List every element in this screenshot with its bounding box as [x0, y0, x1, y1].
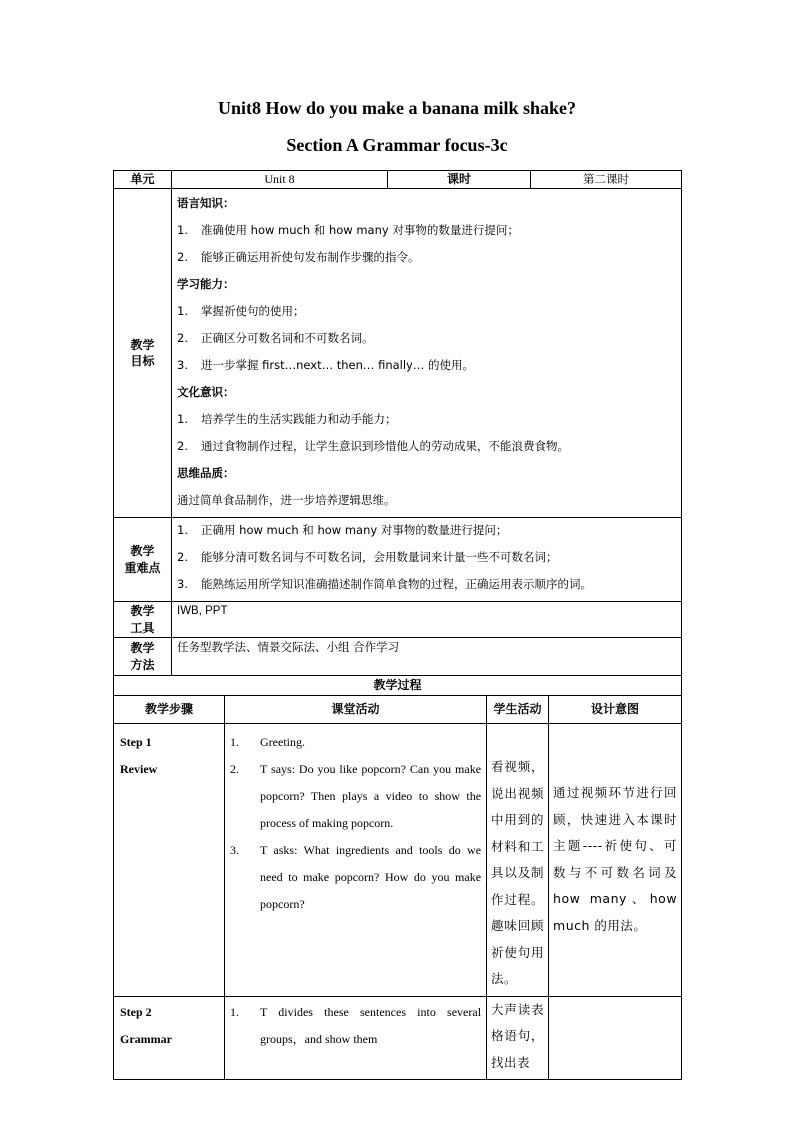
unit-label: 单元: [114, 171, 172, 189]
activity-text: Greeting.: [260, 735, 305, 749]
item-text: 通过食物制作过程，让学生意识到珍惜他人的劳动成果，不能浪费食物。: [201, 439, 569, 453]
item-text: 能够正确运用祈使句发布制作步骤的指令。: [201, 250, 420, 264]
activity-item: [230, 999, 481, 1053]
item-number: 2.: [177, 550, 188, 564]
step1-student-activity: 看视频，说出视频中用到的材料和工具以及制作过程。趣味回顾祈使句用法。: [487, 724, 549, 997]
step2-student-activity: 大声读表格语句，找出表: [487, 996, 549, 1080]
objective-heading: 语言知识：: [177, 196, 235, 210]
objective-item: [177, 299, 676, 326]
tools-value: IWB, PPT: [172, 602, 682, 638]
item-number: 1.: [177, 223, 188, 237]
methods-value: 任务型教学法、情景交际法、小组 合作学习: [172, 638, 682, 676]
objective-item: [177, 434, 676, 461]
item-text: 正确用 how much 和 how many 对事物的数量进行提问；: [201, 523, 508, 537]
activity-number: 1.: [230, 735, 239, 749]
step2-design-intent: [549, 996, 682, 1080]
methods-label: 教学 方法: [114, 638, 172, 676]
objective-item: [177, 407, 676, 434]
objectives-label: 教学 目标: [114, 189, 172, 518]
item-number: 1.: [177, 523, 188, 537]
keypoint-item: [177, 518, 676, 545]
tools-label: 教学 工具: [114, 602, 172, 638]
step2-class-activities: [225, 996, 487, 1080]
objective-heading: 学习能力：: [177, 277, 235, 291]
step1-design-intent: 通过视频环节进行回顾，快速进入本课时主题----祈使句、可数与不可数名词及 how many、how much 的用法。: [549, 724, 682, 997]
item-text: 能够分清可数名词与不可数名词，会用数量词来计量一些不可数名词；: [201, 550, 558, 564]
lesson-title: Unit8 How do you make a banana milk shake?: [217, 98, 577, 118]
activity-item: [230, 729, 481, 756]
objective-item: [177, 245, 676, 272]
objective-text: 通过简单食品制作，进一步培养逻辑思维。: [177, 493, 396, 507]
objective-item: [177, 353, 676, 380]
activity-text: T says: Do you like popcorn? Can you make popcorn? Then plays a video to show the process of making popcorn.: [260, 762, 482, 830]
item-text: 培养学生的生活实践能力和动手能力；: [201, 412, 397, 426]
item-number: 2.: [177, 439, 188, 453]
col-steps-header: 教学步骤: [114, 696, 225, 724]
col-class-activity-header: 课堂活动: [225, 696, 487, 724]
period-value: 第二课时: [531, 171, 682, 189]
item-text: 掌握祈使句的使用；: [201, 304, 305, 318]
step1-class-activities: [225, 724, 487, 997]
item-number: 2.: [177, 250, 188, 264]
item-number: 1.: [177, 304, 188, 318]
activity-number: 2.: [230, 762, 239, 776]
activity-item: [230, 756, 481, 837]
objective-heading: 文化意识：: [177, 385, 235, 399]
keypoints-content: [172, 518, 682, 602]
objective-item: [177, 218, 676, 245]
item-text: 准确使用 how much 和 how many 对事物的数量进行提问；: [201, 223, 519, 237]
item-number: 3.: [177, 358, 188, 372]
keypoints-label: 教学 重难点: [114, 518, 172, 602]
activity-text: T asks: What ingredients and tools do we need to make popcorn? How do you make popcorn?: [260, 843, 482, 911]
activity-number: 1.: [230, 1004, 239, 1019]
item-number: 3.: [177, 577, 188, 591]
activity-item: [230, 837, 481, 918]
step1-name: Step 1 Review: [114, 724, 225, 997]
keypoint-item: [177, 572, 676, 599]
process-heading: 教学过程: [114, 676, 682, 696]
unit-value: Unit 8: [172, 171, 388, 189]
lesson-plan-table: [113, 170, 682, 1080]
item-text: 能熟练运用所学知识准确描述制作简单食物的过程，正确运用表示顺序的词。: [201, 577, 592, 591]
item-number: 2.: [177, 331, 188, 345]
item-text: 正确区分可数名词和不可数名词。: [201, 331, 374, 345]
item-text: 进一步掌握 first…next… then… finally… 的使用。: [201, 358, 475, 372]
keypoint-item: [177, 545, 676, 572]
col-design-header: 设计意图: [549, 696, 682, 724]
step2-name: Step 2 Grammar: [114, 996, 225, 1080]
objective-item: [177, 326, 676, 353]
activity-number: 3.: [230, 843, 239, 857]
period-label: 课时: [388, 171, 531, 189]
lesson-subtitle: Section A Grammar focus-3c: [286, 135, 508, 155]
objectives-content: [172, 189, 682, 518]
activity-text: T divides these sentences into several groups，and show them: [260, 1004, 482, 1046]
objective-heading: 思维品质：: [177, 466, 235, 480]
col-student-activity-header: 学生活动: [487, 696, 549, 724]
item-number: 1.: [177, 412, 188, 426]
